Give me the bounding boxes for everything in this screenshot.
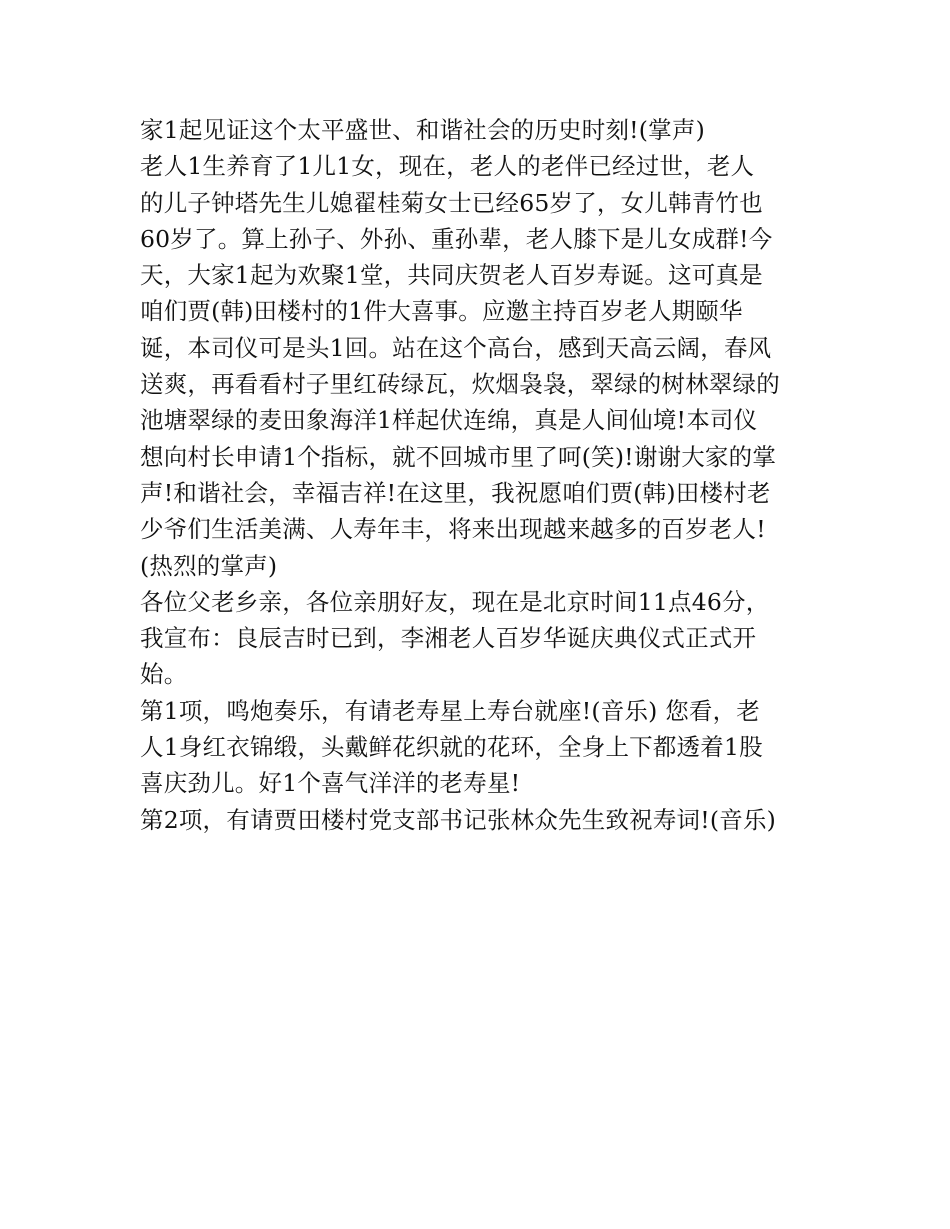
text-line: 第1项，鸣炮奏乐，有请老寿星上寿台就座!(音乐) 您看，老 — [140, 696, 761, 725]
text-line: 的儿子钟塔先生儿媳翟桂菊女士已经65岁了，女儿韩青竹也 — [140, 188, 763, 217]
text-line: 始。 — [140, 660, 188, 689]
text-line: 第2项，有请贾田楼村党支部书记张林众先生致祝寿词!(音乐) — [140, 805, 777, 834]
text-line: 池塘翠绿的麦田象海洋1样起伏连绵，真是人间仙境!本司仪 — [140, 406, 758, 435]
text-line: 天，大家1起为欢聚1堂，共同庆贺老人百岁寿诞。这可真是 — [140, 261, 763, 290]
text-line: 咱们贾(韩)田楼村的1件大喜事。应邀主持百岁老人期颐华 — [140, 297, 743, 326]
text-line: 喜庆劲儿。好1个喜气洋洋的老寿星! — [140, 769, 521, 798]
text-line: 声!和谐社会，幸福吉祥!在这里，我祝愿咱们贾(韩)田楼村老 — [140, 478, 771, 507]
text-line: 家1起见证这个太平盛世、和谐社会的历史时刻!(掌声) — [140, 116, 705, 144]
text-line: 诞，本司仪可是头1回。站在这个高台，感到天高云阔，春风 — [140, 333, 772, 362]
text-line: 各位父老乡亲，各位亲朋好友，现在是北京时间11点46分， — [140, 587, 770, 616]
document-body — [140, 112, 830, 838]
text-line: 人1身红衣锦缎，头戴鲜花织就的花环，全身上下都透着1股 — [140, 733, 763, 762]
text-line: 老人1生养育了1儿1女，现在，老人的老伴已经过世，老人 — [140, 152, 755, 181]
text-line: 60岁了。算上孙子、外孙、重孙辈，老人膝下是儿女成群!今 — [140, 224, 773, 253]
text-line: (热烈的掌声) — [140, 551, 278, 580]
text-line: 想向村长申请1个指标，就不回城市里了呵(笑)!谢谢大家的掌 — [140, 442, 777, 471]
text-line: 送爽，再看看村子里红砖绿瓦，炊烟袅袅，翠绿的树林翠绿的 — [140, 370, 780, 399]
text-line: 少爷们生活美满、人寿年丰，将来出现越来越多的百岁老人! — [140, 515, 766, 544]
text-line: 我宣布：良辰吉时已到，李湘老人百岁华诞庆典仪式正式开 — [140, 624, 757, 653]
